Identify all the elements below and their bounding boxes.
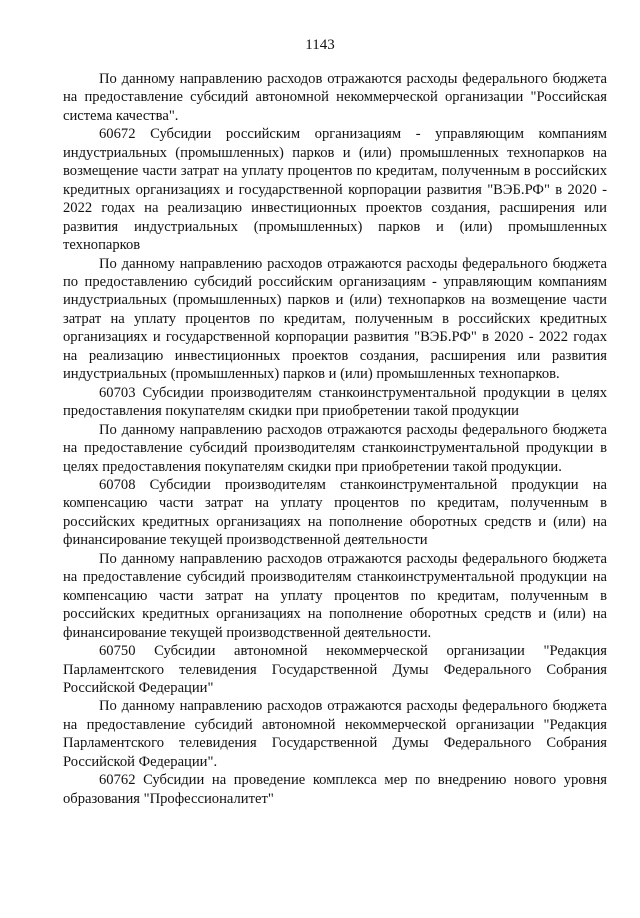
paragraph-code-60750-heading: 60750 Субсидии автономной некоммерческой организации "Редакция Парламентского телевидения Государственной Думы Федерального Собрания Российской Федерации": [63, 643, 607, 696]
document-body: [63, 70, 607, 808]
paragraph-code-60708-heading: 60708 Субсидии производителям станкоинструментальной продукции на компенсацию части затрат на уплату процентов по кредитам, полученным в российских кредитных организациях на пополнение оборотных средств и (или) на финансирование текущей производственной деятельности: [63, 476, 607, 549]
paragraph-code-60672-description: По данному направлению расходов отражаются расходы федерального бюджета по предоставлению субсидий российским организациям - управляющим компаниям индустриальных (промышленных) парков и (или) технопарков на возмещение части затрат на уплату процентов по кредитам, полученным в российских кредитных организациях и государственной корпорации развития "ВЭБ.РФ" в 2020 - 2022 годах на реализацию инвестиционных проектов создания, расширения или развития индустриальных (промышленных) парков и (или) промышленных технопарков.: [63, 255, 607, 383]
paragraph-code-60762-heading: 60762 Субсидии на проведение комплекса мер по внедрению нового уровня образования "Профессионалитет": [63, 772, 607, 807]
page-number: 1143: [305, 37, 335, 53]
paragraph-code-60672-heading: 60672 Субсидии российским организациям - управляющим компаниям индустриальных (промышленных) парков и (или) промышленных технопарков на возмещение части затрат на уплату процентов по кредитам, полученным в российских кредитных организациях и государственной корпорации развития "ВЭБ.РФ" в 2020 - 2022 годах на реализацию инвестиционных проектов создания, расширения или развития индустриальных (промышленных) парков и (или) промышленных технопарков: [63, 126, 607, 254]
paragraph-code-60708-description: По данному направлению расходов отражаются расходы федерального бюджета на предоставление субсидий производителям станкоинструментальной продукции на компенсацию части затрат на уплату процентов по кредитам, полученным в российских кредитных организациях на пополнение оборотных средств и (или) на финансирование текущей производственной деятельности.: [63, 550, 607, 641]
paragraph-code-60750-description: По данному направлению расходов отражаются расходы федерального бюджета на предоставление субсидий автономной некоммерческой организации "Редакция Парламентского телевидения Государственной Думы Федерального Собрания Российской Федерации".: [63, 698, 607, 770]
paragraph-russian-quality-system-expenses: По данному направлению расходов отражаются расходы федерального бюджета на предоставление субсидий автономной некоммерческой организации "Российская система качества".: [63, 71, 607, 124]
paragraph-code-60703-description: По данному направлению расходов отражаются расходы федерального бюджета на предоставление субсидий производителям станкоинструментальной продукции в целях предоставления покупателям скидки при приобретении такой продукции.: [63, 421, 607, 475]
paragraph-code-60703-heading: 60703 Субсидии производителям станкоинструментальной продукции в целях предоставления покупателям скидки при приобретении такой продукции: [63, 384, 607, 420]
